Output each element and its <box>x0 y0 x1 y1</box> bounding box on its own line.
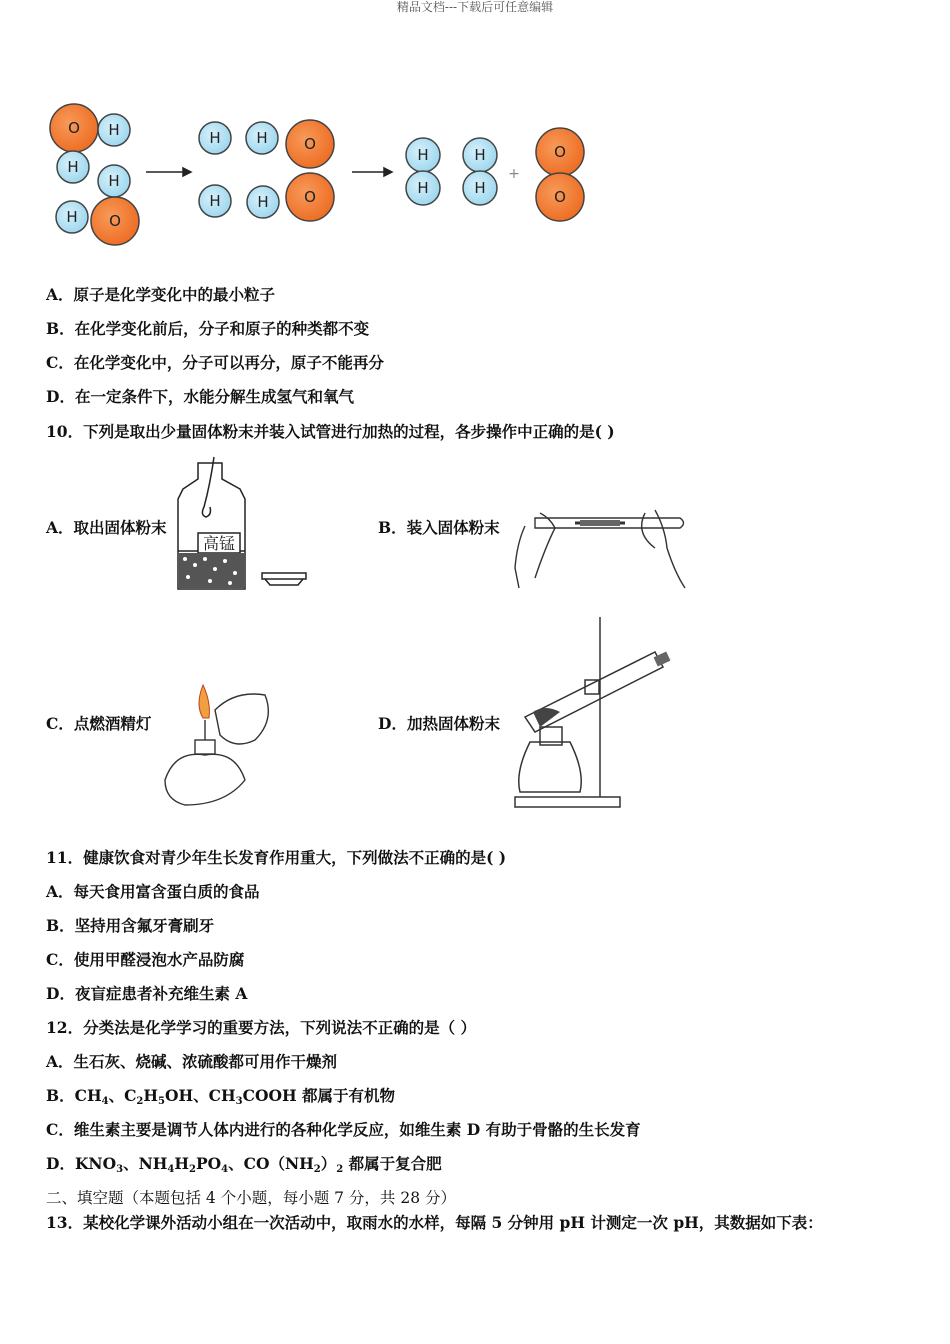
svg-text:O: O <box>68 119 80 137</box>
q11-option-a: A．每天食用富含蛋白质的食品 <box>46 882 260 901</box>
q12-option-c: C．维生素主要是调节人体内进行的各种化学反应，如维生素 D 有助于骨骼的生长发育 <box>46 1120 641 1139</box>
test-tube-hands-figure <box>505 488 695 598</box>
svg-text:H: H <box>417 146 429 164</box>
section-2-heading: 二、填空题（本题包括 4 个小题，每小题 7 分，共 28 分） <box>46 1189 457 1207</box>
svg-text:H: H <box>209 192 221 210</box>
reagent-bottle-figure <box>170 455 315 595</box>
svg-text:O: O <box>554 188 566 206</box>
svg-text:+: + <box>508 166 520 182</box>
water-decomposition-diagram <box>46 100 606 250</box>
q9-option-c: C．在化学变化中，分子可以再分，原子不能再分 <box>46 353 384 372</box>
q10-option-c: C．点燃酒精灯 <box>46 714 152 733</box>
page-header: 精品文档---下载后可任意编辑 <box>396 0 554 14</box>
svg-text:高锰: 高锰 <box>202 534 236 553</box>
heating-apparatus-figure <box>505 612 685 812</box>
q9-option-d: D．在一定条件下，水能分解生成氢气和氧气 <box>46 387 354 406</box>
q10-option-d: D．加热固体粉末 <box>378 714 500 733</box>
q11-option-d: D．夜盲症患者补充维生素 A <box>46 984 248 1003</box>
q9-option-b: B．在化学变化前后，分子和原子的种类都不变 <box>46 319 370 338</box>
svg-text:H: H <box>417 179 429 197</box>
svg-text:H: H <box>474 179 486 197</box>
q11-option-c: C．使用甲醛浸泡水产品防腐 <box>46 950 245 969</box>
svg-text:H: H <box>474 146 486 164</box>
svg-text:H: H <box>67 158 79 176</box>
q11-option-b: B．坚持用含氟牙膏刷牙 <box>46 916 215 935</box>
q12-option-b: B．$CH_4$、$C_2H_5OH$、$CH_3COOH$ 都属于有机物 <box>46 1086 396 1107</box>
svg-text:H: H <box>108 121 120 139</box>
q12-option-a: A．生石灰、烧碱、浓硫酸都可用作干燥剂 <box>46 1052 338 1071</box>
svg-text:O: O <box>304 135 316 153</box>
q10-stem: 10．下列是取出少量固体粉末并装入试管进行加热的过程，各步操作中正确的是( ) <box>46 422 615 441</box>
q13-stem: 13．某校化学课外活动小组在一次活动中，取雨水的水样，每隔 5 分钟用 pH 计测定一次 pH，其数据如下表： <box>46 1213 823 1232</box>
svg-text:H: H <box>66 208 78 226</box>
svg-text:O: O <box>304 188 316 206</box>
q11-stem: 11．健康饮食对青少年生长发育作用重大，下列做法不正确的是( ) <box>46 848 507 867</box>
svg-text:O: O <box>554 143 566 161</box>
q12-option-d: D．$KNO_3$、$NH_4H_2PO_4$、$CO(NH_2)_2$ 都属于复合肥 <box>46 1154 442 1175</box>
q10-option-a: A．取出固体粉末 <box>46 518 167 537</box>
alcohol-lamp-figure <box>155 680 285 810</box>
svg-text:H: H <box>257 193 269 211</box>
q9-option-a: A．原子是化学变化中的最小粒子 <box>46 285 276 304</box>
q10-option-b: B．装入固体粉末 <box>378 518 500 537</box>
svg-text:H: H <box>108 172 120 190</box>
q12-stem: 12．分类法是化学学习的重要方法，下列说法不正确的是（ ） <box>46 1018 476 1037</box>
svg-text:H: H <box>209 129 221 147</box>
svg-text:H: H <box>256 129 268 147</box>
svg-text:O: O <box>109 212 121 230</box>
